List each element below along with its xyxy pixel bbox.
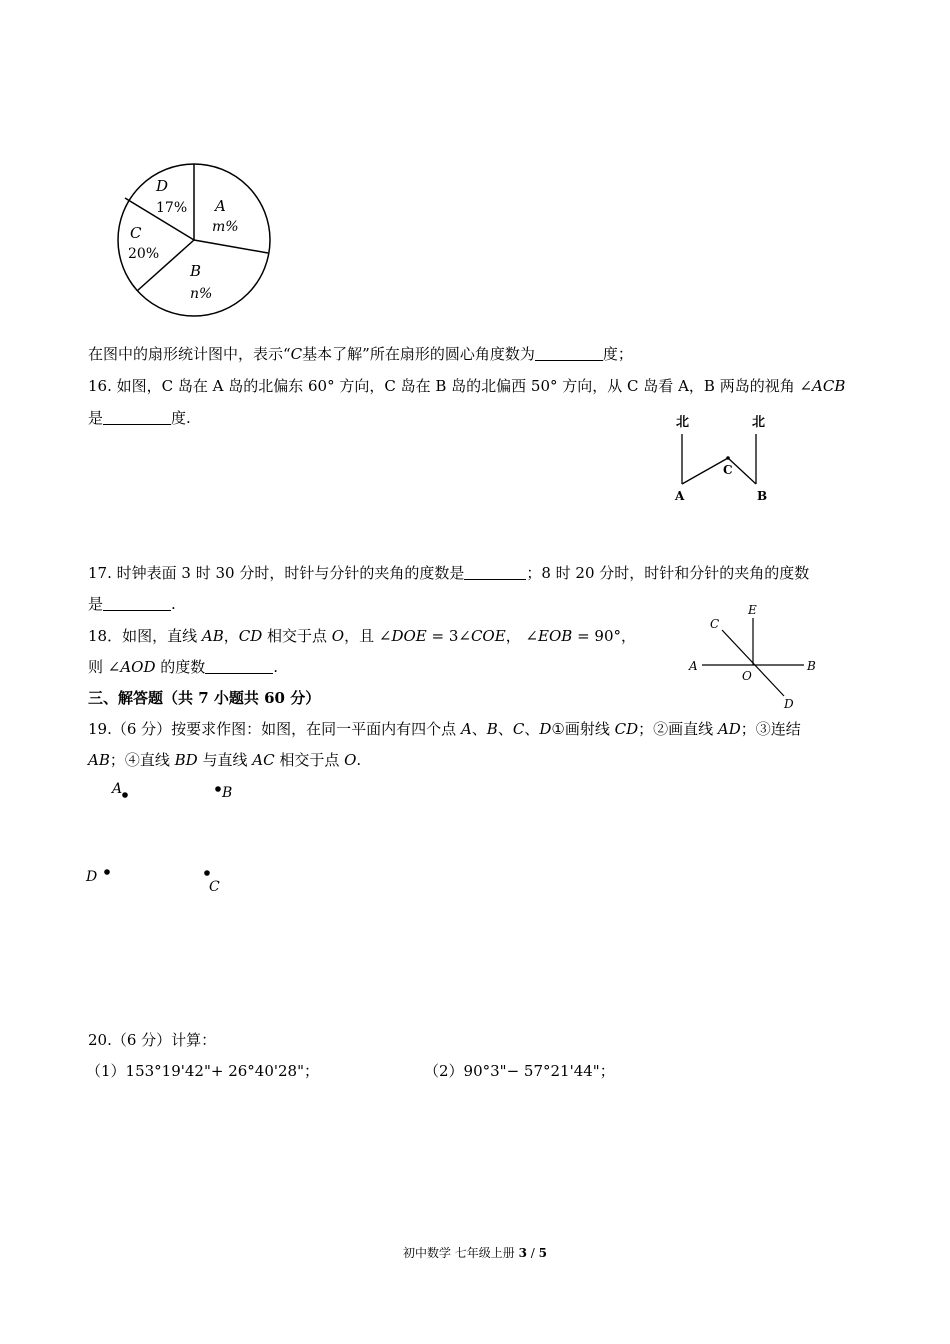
question-19-line-2 [88, 750, 361, 770]
question-18-line-2 [88, 657, 278, 677]
question-16-line-1 [88, 376, 845, 396]
pie-value-d: 17% [156, 200, 188, 216]
q18-text: ， ∠ [505, 627, 539, 645]
q19-point-c-label: C [209, 879, 220, 895]
q19-text: ①画射线 [551, 720, 615, 738]
footer-page-number: 3 [518, 1246, 527, 1260]
q19-var: A [460, 720, 472, 738]
q18-label-o: O [742, 669, 752, 683]
q18-text: ， [223, 627, 239, 645]
q18-text: 则 ∠ [88, 658, 121, 676]
q19-point-a-label: A [112, 781, 123, 797]
q19-text: 与直线 [197, 751, 253, 769]
page-footer [0, 1244, 950, 1261]
q18-label-d: D [784, 697, 794, 711]
q16-text-pre: 是 [88, 409, 104, 427]
pie-value-b: n% [190, 286, 213, 302]
q19-var: CD [614, 720, 639, 738]
question-19-line-1 [88, 719, 801, 739]
q19-var: BD [174, 751, 198, 769]
q18-var-doe: DOE [391, 627, 427, 645]
q18-label-e: E [748, 603, 757, 617]
q15-text-pre: 在图中的扇形统计图中，表示“ [88, 345, 291, 363]
pie-value-c: 20% [128, 246, 160, 262]
q19-text: 、 [471, 720, 487, 738]
q16-text-post: 度. [171, 409, 191, 427]
q19-point-b-label: B [222, 785, 233, 801]
q19-text: ；④直线 [109, 751, 175, 769]
q19-var: AB [88, 751, 110, 769]
q18-var-o: O [331, 627, 345, 645]
q18-label-a: A [689, 659, 698, 673]
q16-north-left: 北 [676, 415, 690, 430]
question-20-part-1: （1）153°19'42"+ 26°40'28"； [86, 1062, 319, 1080]
q16-figure [668, 408, 778, 508]
pie-chart [110, 158, 280, 328]
q16-label-a: A [675, 489, 685, 503]
pie-label-d: D [156, 177, 169, 195]
q18-text: . [273, 658, 279, 676]
q18-label-c: C [710, 617, 720, 631]
q16-label-b: B [757, 489, 768, 503]
q18-var-eob: EOB [538, 627, 573, 645]
q17-answer-blank-1[interactable] [464, 565, 526, 580]
q18-text: 的度数 [155, 658, 206, 676]
pie-label-b: B [190, 262, 202, 280]
q18-text: = 3∠ [426, 627, 471, 645]
question-15 [88, 344, 633, 364]
q15-text-post: 度； [602, 345, 633, 363]
q17-text-pre-2: 是 [88, 595, 104, 613]
q18-text: = 90°， [572, 627, 637, 645]
footer-text: 初中数学 七年级上册 [402, 1246, 519, 1260]
q19-text: . [356, 751, 362, 769]
q15-var: C [290, 345, 303, 363]
pie-value-a: m% [212, 219, 239, 235]
q19-text: 、 [497, 720, 513, 738]
q19-text: ；③连结 [740, 720, 801, 738]
q18-label-b: B [807, 659, 816, 673]
q16-var-acb: ACB [812, 377, 846, 395]
q19-point-d-label: D [86, 869, 98, 885]
q17-text-post: ；8 时 20 分时，时针和分针的夹角的度数 [526, 564, 810, 582]
q18-var-cd: CD [238, 627, 263, 645]
q19-var: O [344, 751, 357, 769]
q17-text-post-2: . [171, 595, 176, 613]
q18-text: 18．如图，直线 [88, 627, 202, 645]
question-16-line-2 [88, 408, 191, 428]
q19-text: 19.（6 分）按要求作图：如图，在同一平面内有四个点 [88, 720, 461, 738]
q16-north-right: 北 [752, 415, 766, 430]
section-3-heading: 三、解答题（共 7 小题共 60 分） [88, 689, 321, 707]
q17-answer-blank-2[interactable] [103, 596, 171, 611]
q18-var-ab: AB [201, 627, 224, 645]
q18-var-aod: AOD [120, 658, 156, 676]
pie-label-c: C [130, 224, 142, 242]
question-17-line-1 [88, 563, 809, 583]
q19-point-a-dot [122, 792, 128, 798]
q19-text: 、 [524, 720, 540, 738]
q19-var: AD [717, 720, 741, 738]
footer-total-pages: 5 [538, 1246, 548, 1260]
q19-var: B [486, 720, 498, 738]
q16-answer-blank[interactable] [103, 410, 171, 425]
q18-var-coe: COE [470, 627, 506, 645]
q15-answer-blank[interactable] [535, 346, 603, 361]
question-20-part-2: （2）90°3"− 57°21'44"； [424, 1062, 615, 1080]
q19-point-d-dot [104, 869, 110, 875]
q16-text: 16. 如图，C 岛在 A 岛的北偏东 60° 方向，C 岛在 B 岛的北偏西 50° 方向，从 C 岛看 A，B 两岛的视角 ∠ [88, 377, 813, 395]
footer-separator: / [526, 1246, 539, 1260]
q18-text: ，且 ∠ [344, 627, 392, 645]
q16-label-c: C [723, 463, 733, 477]
q17-text-pre: 17. 时钟表面 3 时 30 分时，时针与分针的夹角的度数是 [88, 564, 465, 582]
q18-text: 相交于点 [262, 627, 332, 645]
pie-label-a: A [215, 197, 226, 215]
q15-text-mid: 基本了解”所在扇形的圆心角度数为 [302, 345, 535, 363]
q16-figure-lines [682, 434, 756, 484]
q18-figure [680, 600, 830, 715]
q19-point-b-dot [215, 786, 221, 792]
question-17-line-2 [88, 594, 176, 614]
q18-answer-blank[interactable] [205, 659, 273, 674]
q19-var: C [512, 720, 525, 738]
q19-point-c-dot [204, 870, 210, 876]
q19-var: AC [252, 751, 275, 769]
q19-text: 相交于点 [274, 751, 345, 769]
question-20-title: 20.（6 分）计算： [88, 1031, 217, 1049]
q19-text: ；②画直线 [638, 720, 718, 738]
question-18-line-1 [88, 626, 636, 646]
q19-points-figure [80, 775, 250, 900]
q19-var: D [539, 720, 552, 738]
